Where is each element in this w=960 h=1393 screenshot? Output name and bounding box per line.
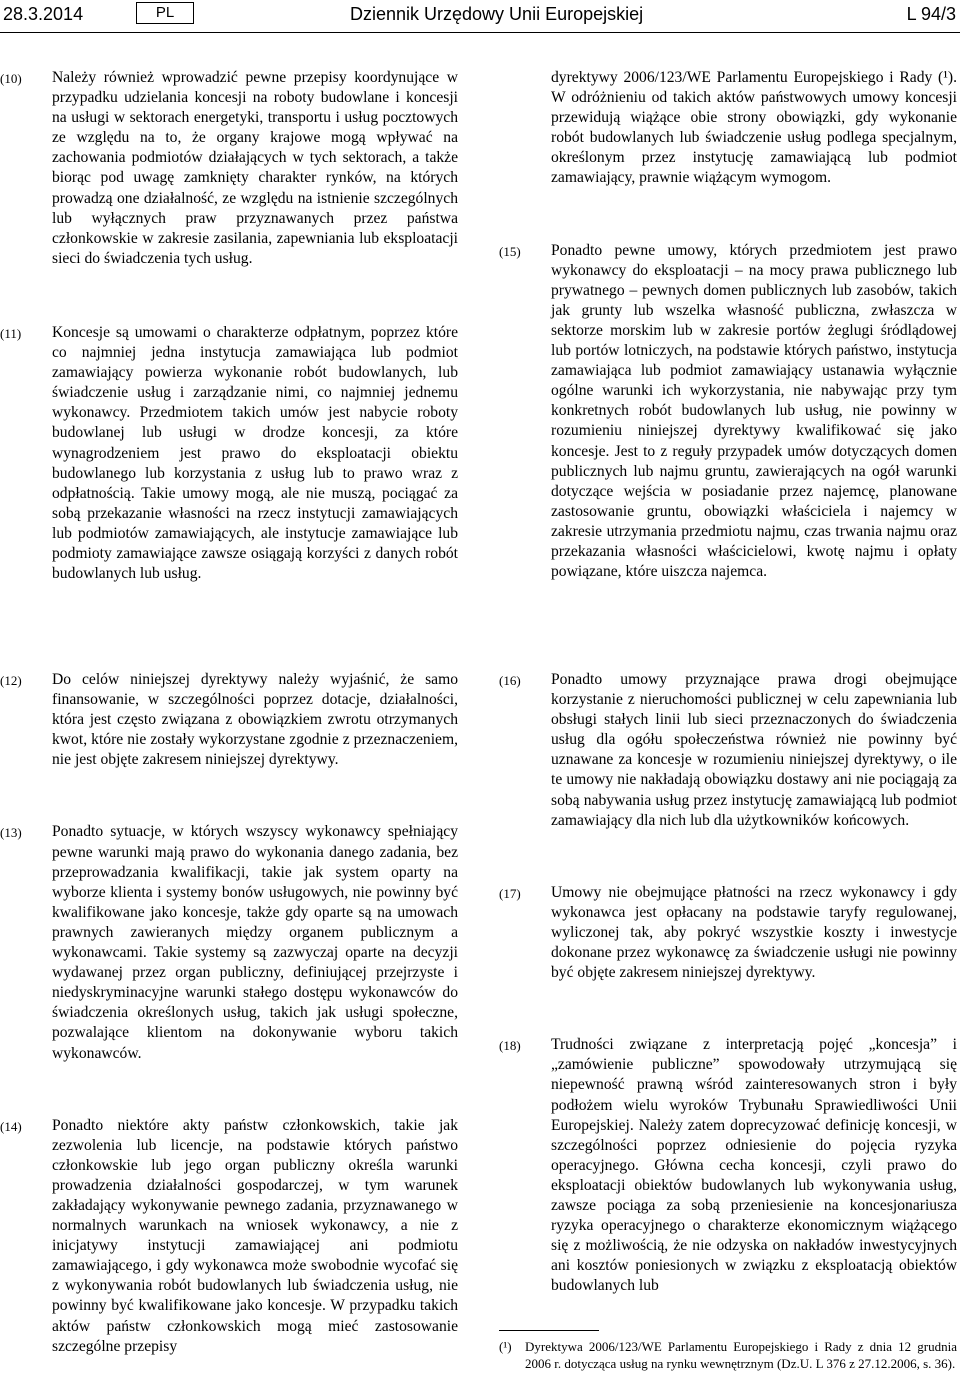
recital-text: Ponadto pewne umowy, których przedmiotem jest prawo wykonawcy do eksploatacji – na mocy prawa publicznego lub prywatnego – pewnych domen publicznych lub zasobów, takich jak grunty lub wszelka własność publiczna, zwłaszcza w sektorze morskim lub w zakresie portów żeglugi śródlądowej lub portów lotniczych, na podstawie których państwo, instytucja zamawiająca lub podmiot zamawiający ustanawia wyłącznie ogólne warunki ich wykorzystania, nie nabywając przy tym konkretnych robót budowlanych lub usług, nie powinny w rozumieniu niniejszej dyrektywy kwalifikować się jako koncesje. Jest to z reguły przypadek umów dotyczących domen publicznych lub najmu gruntu, zawierających na ogół warunki dotyczące wejścia w posiadanie przez najemcę, planowane zastosowanie gruntu, obowiązki właściciela i najemcy w zakresie utrzymania przedmiotu najmu, czas trwania najmu oraz przekazania własności właścicielowi, kwotę najmu i opłaty powiązane, które uiszcza najemca. <box>551 241 957 581</box>
recital-number: (17) <box>499 885 521 901</box>
recital-16 <box>499 670 957 831</box>
recital-text: Koncesje są umowami o charakterze odpłatnym, poprzez które co najmniej jedna instytucja zamawiająca lub podmiot zamawiający powierza wykonanie robót budowlanych, lub świadczenie usług i zarządzanie nimi, co najmniej jednemu wykonawcy. Przedmiotem takich umów jest nabycie roboty budowlanej lub usługi w drodze koncesji, za które wynagrodzeniem jest prawo do eksploatacji obiektu budowlanego lub korzystania z usług lub to prawo wraz z odpłatnością. Takie umowy mogą, ale nie muszą, pociągać za sobą przekazanie własności na rzecz instytucji zamawiających lub podmiotów zamawiających, ale instytucje zamawiające lub podmioty zamawiające zawsze osiągają korzyści z danych robót budowlanych lub usług. <box>52 323 458 583</box>
upper-left-column <box>0 68 458 584</box>
footnote-rule <box>499 1330 599 1331</box>
recital-text: Ponadto niektóre akty państw członkowskich, takie jak zezwolenia lub licencje, na podstawie których państwo członkowskie lub jego organ publiczny określa warunki prowadzenia działalności gospodarczej, w tym warunek zakładający wykonywanie pewnego zadania, przyznawanego w normalnych warunkach na wniosek wykonawcy, a nie z inicjatywy instytucji zamawiającej ani podmiotu zamawiającego, i gdy wykonawca może swobodnie wycofać się z wykonywania robót budowlanych lub świadczenia usług, nie powinny być kwalifikowane jako koncesje. W przypadku takich aktów państw członkowskich mogą mieć zastosowanie szczególne przepisy <box>52 1116 458 1355</box>
recital-14-continuation: dyrektywy 2006/123/WE Parlamentu Europejskiego i Rady (¹). W odróżnieniu od takich aktów państwowych umowy koncesji przewidują wiążące obie strony obowiązki, gdy wykonanie robót budowlanych lub świadczenie usług podlega specjalnym, określonym przez instytucję zamawiającą lub podmiot zamawiający, prawnie wiążącym wymogom. <box>551 69 957 187</box>
recital-text: Trudności związane z interpretacją pojęć „koncesja” i „zamówienie publiczne” spowodowały utrzymującą się niepewność prawną wśród zainteresowanych stron i były podłożem wielu wyroków Trybunału Sprawiedliwości Unii Europejskiej. Należy zatem doprecyzować definicję koncesji, w szczególności poprzez odniesienie do pojęcia ryzyka operacyjnego. Główna cecha koncesji, czyli prawo do eksploatacji obiektów budowlanych lub wykonywania usług, zawsze pociąga za sobą przeniesienie na koncesjonariusza ryzyka operacyjnego o charakterze ekonomicznym wiążącego się z możliwością, że nie odzyska on nakładów inwestycyjnych ani kosztów poniesionych w związku z eksploatacją obiektów budowlanych lub <box>551 1036 957 1295</box>
recital-number: (12) <box>0 673 22 688</box>
recital-text: Ponadto umowy przyznające prawa drogi obejmujące korzystanie z nieruchomości publicznej w celu zapewniania lub obsługi stałych linii lub sieci przeznaczonych do świadczenia usług dla ogółu społeczeństwa również nie powinny być uznawane za koncesje w rozumieniu niniejszej dyrektywy, o ile te umowy nie nakładają obowiązku dostawy ani nie pociągają za sobą nabywania usług przez instytucję zamawiającą lub podmiot zamawiający dla nich lub dla użytkowników końcowych. <box>551 671 957 829</box>
lower-left-column <box>0 670 458 1357</box>
recital-12 <box>0 670 458 770</box>
recital-14 <box>0 1116 458 1357</box>
page-reference: L 94/3 <box>906 4 956 24</box>
language-code-box: PL <box>136 2 194 24</box>
journal-title: Dziennik Urzędowy Unii Europejskiej <box>350 4 644 24</box>
recital-number: (16) <box>499 673 521 688</box>
footnote-number: (¹) <box>499 1339 512 1354</box>
recital-text: Należy również wprowadzić pewne przepisy koordynujące w przypadku udzielania koncesji na roboty budowlane i koncesji na usługi w sektorach energetyki, transportu i usług pocztowych ze względu na to, że organy krajowe mogą wpływać na zachowania podmiotów działających w tych sektorach, a także biorąc pod uwagę zamknięty charakter rynków, na których prowadzą one działalność, ze względu na istnienie szczególnych lub wyłącznych praw przyznawanych przez państwa członkowskie w zakresie zasilania, zapewniania lub eksploatacji sieci do świadczenia tych usług. <box>52 69 458 267</box>
recital-number: (14) <box>0 1118 22 1134</box>
page-header <box>0 0 960 34</box>
footnote <box>499 1338 957 1372</box>
upper-right-column <box>499 68 957 582</box>
recital-number: (18) <box>499 1038 521 1054</box>
recital-number: (13) <box>0 825 22 841</box>
recital-10 <box>0 68 458 269</box>
recital-17 <box>499 883 957 983</box>
recital-number: (11) <box>0 325 22 341</box>
recital-number: (15) <box>499 243 521 259</box>
recital-text: Ponadto sytuacje, w których wszyscy wykonawcy spełniający pewne warunki mają prawo do wykonania danego zadania, bez przeprowadzania kwalifikacji, takie jak system oparty na wyborze klienta i systemy bonów usługowych, nie powinny być kwalifikowane jako koncesje, także gdy oparte są na umowach prawnych zawieranych między organem publicznym a wykonawcami. Takie systemy są zazwyczaj oparte na decyzji wydawanej przez organ publiczny, definiującej przejrzyste i niedyskryminacyjne warunki stałego dostępu wykonawców do świadczenia określonych usług, takich jak usługi społeczne, pozwalające klientom na dokonywanie wyboru takich wykonawców. <box>52 823 458 1062</box>
publication-date: 28.3.2014 <box>3 4 84 24</box>
recital-15 <box>499 241 957 583</box>
recital-number: (10) <box>0 71 22 86</box>
recital-18 <box>499 1035 957 1296</box>
recital-text: Umowy nie obejmujące płatności na rzecz wykonawcy i gdy wykonawca jest opłacany na podstawie taryfy regulowanej, wyliczonej tak, aby pokryć wszystkie koszty i inwestycje dokonane przez wykonawcę za świadczenie usługi nie powinny być objęte zakresem niniejszej dyrektywy. <box>551 883 957 982</box>
lower-right-column <box>499 670 957 1296</box>
recital-11 <box>0 323 458 584</box>
footnote-text: Dyrektywa 2006/123/WE Parlamentu Europejskiego i Rady z dnia 12 grudnia 2006 r. dotycząca usług na rynku wewnętrznym (Dz.U. L 376 z 27.12.2006, s. 36). <box>525 1339 957 1371</box>
recital-13 <box>0 822 458 1063</box>
header-rule <box>0 32 960 33</box>
recital-text: Do celów niniejszej dyrektywy należy wyjaśnić, że samo finansowanie, w szczególności poprzez dotacje, działalności, która jest często związana z obowiązkiem zwrotu otrzymanych kwot, które nie zostały wykorzystane zgodnie z przeznaczeniem, nie jest objęte zakresem niniejszej dyrektywy. <box>52 671 458 769</box>
